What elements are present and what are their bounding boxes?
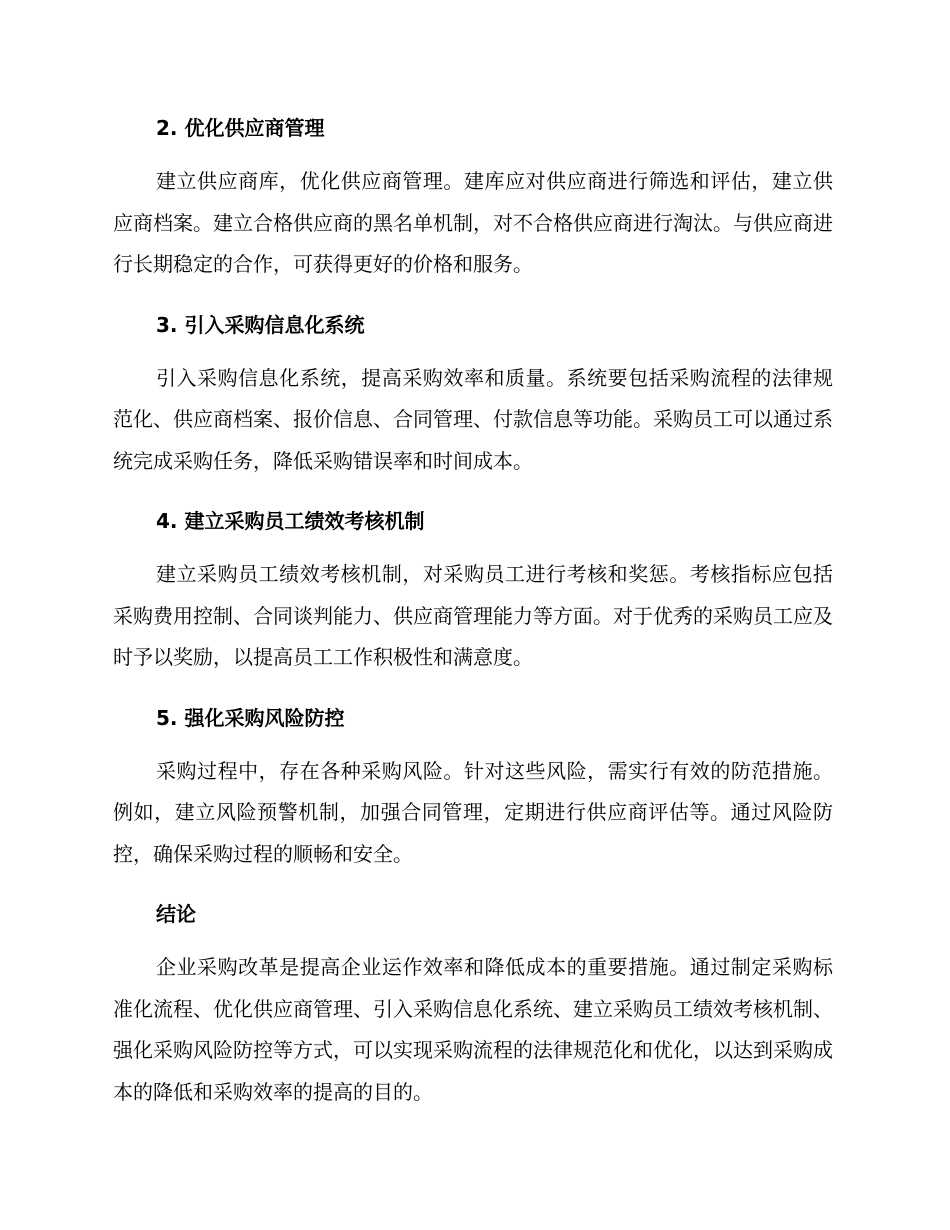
section-paragraph: 企业采购改革是提高企业运作效率和降低成本的重要措施。通过制定采购标准化流程、优化供应商管理、引入采购信息化系统、建立采购员工绩效考核机制、强化采购风险防控等方式，可以实现采购流程的法律规范化和优化，以达到采购成本的降低和采购效率的提高的目的。 [113,955,833,1104]
section-performance-review [113,505,833,679]
section-heading: 3. 引入采购信息化系统 [156,312,365,337]
section-paragraph: 建立供应商库，优化供应商管理。建库应对供应商进行筛选和评估，建立供应商档案。建立合格供应商的黑名单机制，对不合格供应商进行淘汰。与供应商进行长期稳定的合作，可获得更好的价格和服务。 [113,169,833,276]
section-heading: 结论 [156,902,196,926]
document-body [113,112,833,1113]
section-optimize-suppliers [113,112,833,286]
section-procurement-system [113,309,833,483]
section-heading: 4. 建立采购员工绩效考核机制 [156,509,425,533]
section-conclusion [113,898,833,1113]
section-heading: 2. 优化供应商管理 [156,116,325,140]
section-paragraph: 采购过程中，存在各种采购风险。针对这些风险，需实行有效的防范措施。例如，建立风险预警机制，加强合同管理，定期进行供应商评估等。通过风险防控，确保采购过程的顺畅和安全。 [113,758,833,866]
section-heading: 5. 强化采购风险防控 [156,705,345,730]
section-paragraph: 引入采购信息化系统，提高采购效率和质量。系统要包括采购流程的法律规范化、供应商档案、报价信息、合同管理、付款信息等功能。采购员工可以通过系统完成采购任务，降低采购错误率和时间成本。 [113,365,833,473]
section-paragraph: 建立采购员工绩效考核机制，对采购员工进行考核和奖惩。考核指标应包括采购费用控制、合同谈判能力、供应商管理能力等方面。对于优秀的采购员工应及时予以奖励，以提高员工工作积极性和满意度。 [113,562,833,669]
section-risk-control [113,702,833,876]
